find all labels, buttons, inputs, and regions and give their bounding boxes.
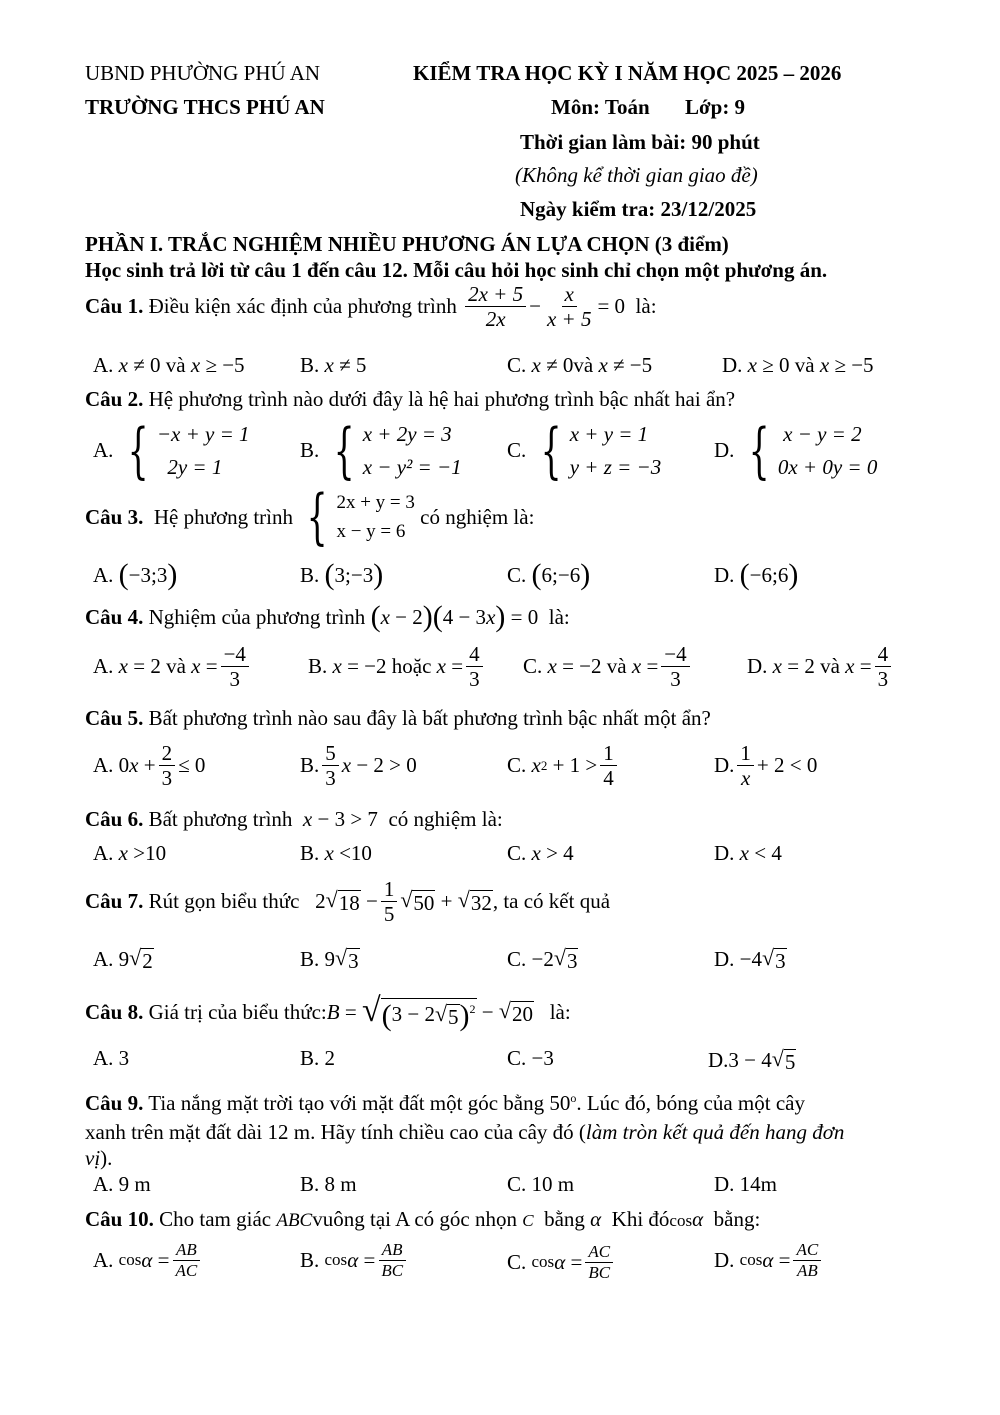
q8-option-d[interactable]: D.3 − 4 √ 5 <box>708 1046 796 1074</box>
exam-date: Ngày kiểm tra: 23/12/2025 <box>520 197 757 221</box>
q1-option-b[interactable]: B. x ≠ 5 <box>300 353 367 377</box>
q7-option-a[interactable]: A. 9 √ 2 <box>93 945 153 973</box>
question-7: Câu 7. Rút gọn biểu thức 2 √ 18 − $\frac{1}{5}$ √ 50 + √ 32 , ta có kết quả <box>85 877 611 927</box>
time-note: (Không kể thời gian giao đề) <box>515 163 758 187</box>
q9-option-b[interactable]: B. 8 m <box>300 1172 357 1196</box>
q3-option-a[interactable]: A. ( −3;3 ) <box>93 558 178 591</box>
q7-option-c[interactable]: C. −2 √ 3 <box>507 945 578 973</box>
q5-option-a[interactable]: A. 0 x + $\frac{2}{3}$ ≤ 0 <box>93 741 206 791</box>
q4-option-b[interactable]: B. x = −2 hoặc x = $\frac{4}{3}$ <box>308 642 486 691</box>
q1-option-c[interactable]: C. x ≠ 0và x ≠ −5 <box>507 353 653 377</box>
question-8: Câu 8. Giá trị của biểu thức: B = √ (3 − 2 √ 5 )$^2$ − √ 20 là: <box>85 992 571 1032</box>
q1-option-a[interactable]: A. x ≠ 0 và x ≥ −5 <box>93 353 245 377</box>
q2-option-d[interactable]: D. { x − y = 2 0x + 0y = 0 <box>714 415 878 486</box>
q10-option-c[interactable]: C. cos α = $\frac{AC}{BC}$ <box>507 1242 616 1282</box>
time-label: Thời gian làm bài: 90 phút <box>520 130 760 154</box>
q1-option-d[interactable]: D. x ≥ 0 và x ≥ −5 <box>722 353 874 377</box>
q4-option-c[interactable]: C. x = −2 và x = $\frac{-4}{3}$ <box>523 642 693 691</box>
question-2: Câu 2. Hệ phương trình nào dưới đây là hệ hai phương trình bậc nhất hai ẩn? <box>85 387 736 411</box>
question-9-line2: xanh trên mặt đất dài 12 m. Hãy tính chiều cao của cây đó (làm tròn kết quả đến hang đơn <box>85 1120 845 1144</box>
q3-option-d[interactable]: D. ( −6;6 ) <box>714 558 799 591</box>
question-9-line3: vị). <box>85 1146 113 1170</box>
exam-title: KIỂM TRA HỌC KỲ I NĂM HỌC 2025 – 2026 <box>413 61 842 85</box>
q3-option-c[interactable]: C. ( 6;−6 ) <box>507 558 591 591</box>
question-10: Câu 10. Cho tam giác ABCvuông tại A có góc nhọn C bằng α Khi đócosα bằng: <box>85 1207 761 1231</box>
subject-label: Môn: Toán <box>551 95 650 119</box>
question-5: Câu 5. Bất phương trình nào sau đây là bất phương trình bậc nhất một ẩn? <box>85 706 711 730</box>
school-name: TRƯỜNG THCS PHÚ AN <box>85 95 325 119</box>
q9-option-a[interactable]: A. 9 m <box>93 1172 151 1196</box>
question-6: Câu 6. Bất phương trình x − 3 > 7 có nghiệm là: <box>85 807 503 831</box>
question-1: Câu 1. Điều kiện xác định của phương trình $\frac{2x + 5}{2x}$ − $\frac{x}{x + 5}$ = 0 là: <box>85 282 657 332</box>
q3-option-b[interactable]: B. ( 3;−3 ) <box>300 558 384 591</box>
q2-option-a[interactable]: A. { −x + y = 1 2y = 1 <box>93 415 250 486</box>
q10-option-b[interactable]: B. cos α = $\frac{AB}{BC}$ <box>300 1240 409 1280</box>
grade-label: Lớp: 9 <box>685 95 746 119</box>
q6-option-d[interactable]: D. x < 4 <box>714 841 782 865</box>
q10-option-d[interactable]: D. cos α = $\frac{AC}{AB}$ <box>714 1240 824 1280</box>
q8-option-c[interactable]: C. −3 <box>507 1046 554 1070</box>
q6-option-b[interactable]: B. x <10 <box>300 841 372 865</box>
q6-option-a[interactable]: A. x >10 <box>93 841 167 865</box>
question-4: Câu 4. Nghiệm của phương trình ( x − 2 )( 4 − 3 x ) = 0 là: <box>85 600 570 633</box>
q6-option-c[interactable]: C. x > 4 <box>507 841 574 865</box>
section-instruction: Học sinh trả lời từ câu 1 đến câu 12. Mỗi câu hỏi học sinh chỉ chọn một phương án. <box>85 258 828 282</box>
q5-option-b[interactable]: B. $\frac{5}{3}$ x − 2 > 0 <box>300 741 417 791</box>
question-9-line1: Câu 9. Tia nắng mặt trời tạo với mặt đất một góc bằng 50$^o$. Lúc đó, bóng của một cây <box>85 1091 805 1115</box>
q9-option-c[interactable]: C. 10 m <box>507 1172 575 1196</box>
q2-option-b[interactable]: B. { x + 2y = 3 x − y² = −1 <box>300 415 462 486</box>
q9-option-d[interactable]: D. 14m <box>714 1172 777 1196</box>
q10-option-a[interactable]: A. cos α = $\frac{AB}{AC}$ <box>93 1240 203 1280</box>
q8-option-a[interactable]: A. 3 <box>93 1046 130 1070</box>
school-district: UBND PHƯỜNG PHÚ AN <box>85 61 321 85</box>
q5-option-c[interactable]: C. x 2 + 1 > $\frac{1}{4}$ <box>507 741 620 790</box>
q7-option-d[interactable]: D. −4 √ 3 <box>714 945 786 973</box>
q7-option-b[interactable]: B. 9 √ 3 <box>300 945 359 973</box>
q4-option-a[interactable]: A. x = 2 và x = $\frac{-4}{3}$ <box>93 642 252 691</box>
question-3: Câu 3. Hệ phương trình { 2x + y = 3 x − y = 6 có nghiệm là: <box>85 482 535 553</box>
section-title: PHẦN I. TRẮC NGHIỆM NHIỀU PHƯƠNG ÁN LỰA CHỌN (3 điểm) <box>85 232 729 256</box>
q2-option-c[interactable]: C. { x + y = 1 y + z = −3 <box>507 415 662 486</box>
q8-option-b[interactable]: B. 2 <box>300 1046 336 1070</box>
q5-option-d[interactable]: D. $\frac{1}{x}$ + 2 < 0 <box>714 741 818 791</box>
q4-option-d[interactable]: D. x = 2 và x = $\frac{4}{3}$ <box>747 642 894 691</box>
